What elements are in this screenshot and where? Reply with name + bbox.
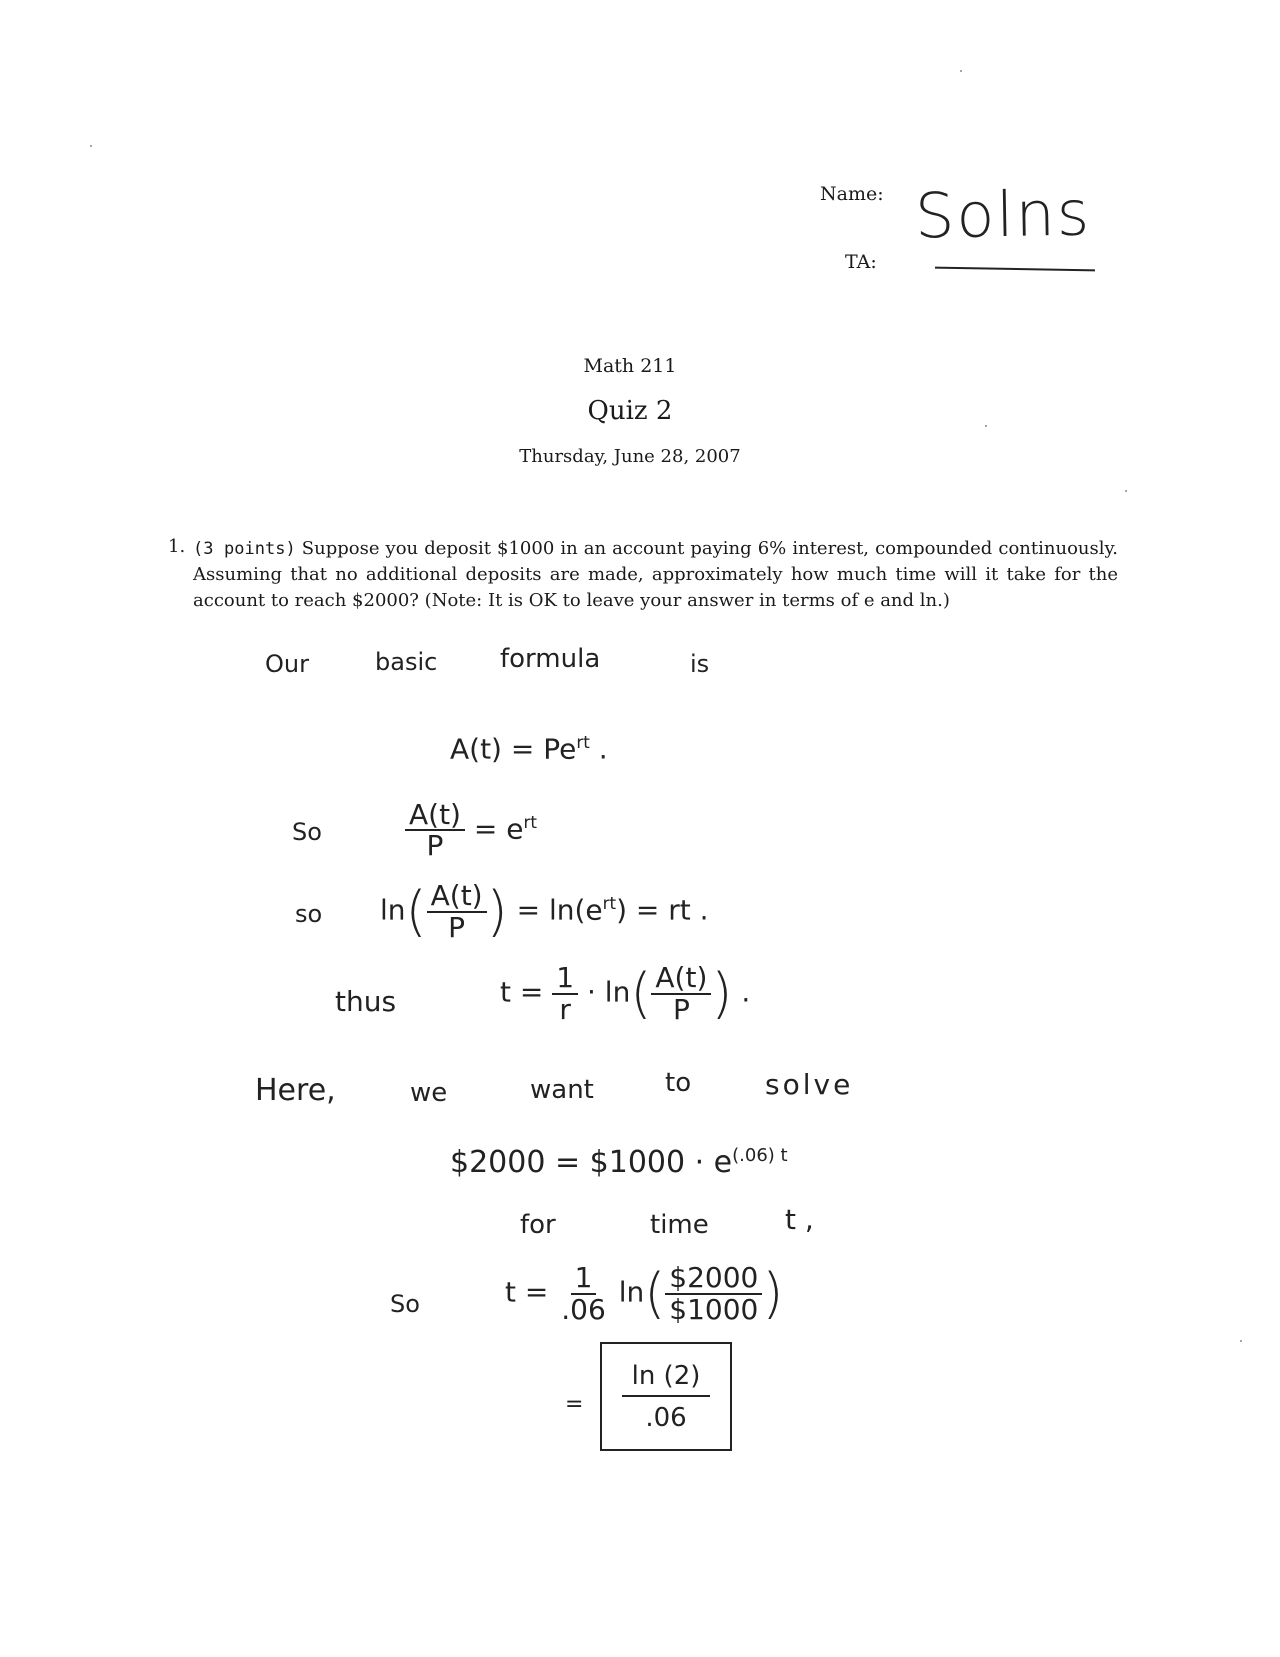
name-value: Solns xyxy=(914,176,1092,253)
answer-den: .06 xyxy=(645,1402,687,1433)
eq3-close-paren: ) xyxy=(486,880,508,943)
eq3-end: ) = rt . xyxy=(616,893,709,927)
eq4-ln: · ln xyxy=(586,975,631,1009)
eq5-lhs: $2000 = $1000 · e xyxy=(450,1145,733,1180)
eq5-exp: (.06) t xyxy=(732,1145,788,1166)
equation-2 xyxy=(405,800,537,861)
eq6-inner-den: $1000 xyxy=(669,1292,759,1326)
eq1-end: . xyxy=(598,732,608,766)
eq4-end: . xyxy=(741,975,751,1009)
eq3-num: A(t) xyxy=(427,881,487,912)
eq4-inner-den: P xyxy=(672,992,690,1026)
solution-word-basic: basic xyxy=(375,648,438,676)
scan-speck xyxy=(90,145,92,147)
course-title: Math 211 xyxy=(583,355,677,377)
solution-so-3: So xyxy=(390,1290,420,1318)
eq6-inner-num: $2000 xyxy=(665,1263,762,1294)
scan-speck xyxy=(1240,1340,1242,1342)
equation-5 xyxy=(450,1145,788,1180)
equation-1 xyxy=(450,732,608,765)
solution-so-1: So xyxy=(292,818,322,846)
eq2-num: A(t) xyxy=(405,800,465,831)
eq3-open-paren: ( xyxy=(405,880,427,943)
solution-word-here: Here, xyxy=(255,1073,336,1108)
eq6-t: t = xyxy=(505,1275,549,1309)
final-answer-box xyxy=(600,1342,732,1451)
eq1-exp: rt xyxy=(576,732,590,752)
question-text xyxy=(193,536,1118,614)
eq6-fraction xyxy=(557,1263,610,1324)
eq4-inner-fraction xyxy=(651,963,711,1024)
eq4-inner-num: A(t) xyxy=(651,963,711,994)
eq6-inner-fraction xyxy=(665,1263,762,1324)
eq3-den: P xyxy=(448,910,466,944)
eq7-equals: = xyxy=(565,1392,584,1417)
scan-speck xyxy=(985,425,987,427)
equation-6 xyxy=(505,1262,783,1325)
eq4-open-paren: ( xyxy=(630,962,652,1025)
answer-num: ln (2) xyxy=(622,1361,711,1397)
eq4-num: 1 xyxy=(552,963,578,994)
scan-speck xyxy=(1125,490,1127,492)
scan-speck xyxy=(960,70,962,72)
eq6-close-paren: ) xyxy=(762,1262,784,1325)
eq4-close-paren: ) xyxy=(711,962,733,1025)
name-underline xyxy=(935,267,1095,272)
eq6-num: 1 xyxy=(571,1263,597,1294)
solution-word-for: for xyxy=(520,1210,556,1240)
eq2-exp: rt xyxy=(523,812,537,833)
eq4-t: t = xyxy=(500,975,544,1009)
quiz-date: Thursday, June 28, 2007 xyxy=(519,446,741,467)
ta-label: TA: xyxy=(845,251,877,273)
eq4-den: r xyxy=(559,992,571,1026)
quiz-title: Quiz 2 xyxy=(587,396,673,426)
eq2-den: P xyxy=(426,829,444,863)
solution-word-solve: solve xyxy=(765,1068,854,1101)
eq2-rhs: = e xyxy=(473,812,524,846)
eq3-ln: ln xyxy=(380,893,406,927)
question-body: Suppose you deposit $1000 in an account paying 6% interest, compounded continuously. Assuming that no additional deposits are made, approximately how much time will it take for the account to reach $2000? (Note: It is OK to leave your answer in terms of e and ln.) xyxy=(193,538,1119,611)
question-number: 1. xyxy=(168,536,186,557)
question-points: (3 points) xyxy=(193,539,296,559)
eq3-exp: rt xyxy=(602,893,617,914)
solution-word-t: t , xyxy=(785,1203,814,1236)
solution-word-want: want xyxy=(530,1075,594,1105)
solution-word-time: time xyxy=(650,1210,709,1240)
solution-so-2: so xyxy=(295,900,323,928)
name-label: Name: xyxy=(820,183,884,205)
eq2-fraction xyxy=(405,800,465,861)
solution-word-our: Our xyxy=(265,650,309,678)
equation-3 xyxy=(380,880,709,943)
eq6-ln: ln xyxy=(618,1275,645,1309)
eq3-fraction xyxy=(427,881,487,942)
eq1-lhs: A(t) = Pe xyxy=(450,732,577,766)
solution-word-formula: formula xyxy=(500,644,601,674)
equation-4 xyxy=(500,962,750,1025)
eq4-fraction xyxy=(552,963,578,1024)
eq3-mid: = ln(e xyxy=(516,893,603,927)
solution-word-to: to xyxy=(665,1068,692,1098)
eq6-den: .06 xyxy=(561,1292,606,1326)
solution-word-we: we xyxy=(410,1078,448,1108)
solution-thus: thus xyxy=(335,985,397,1018)
eq6-open-paren: ( xyxy=(644,1262,666,1325)
solution-word-is: is xyxy=(690,650,710,678)
